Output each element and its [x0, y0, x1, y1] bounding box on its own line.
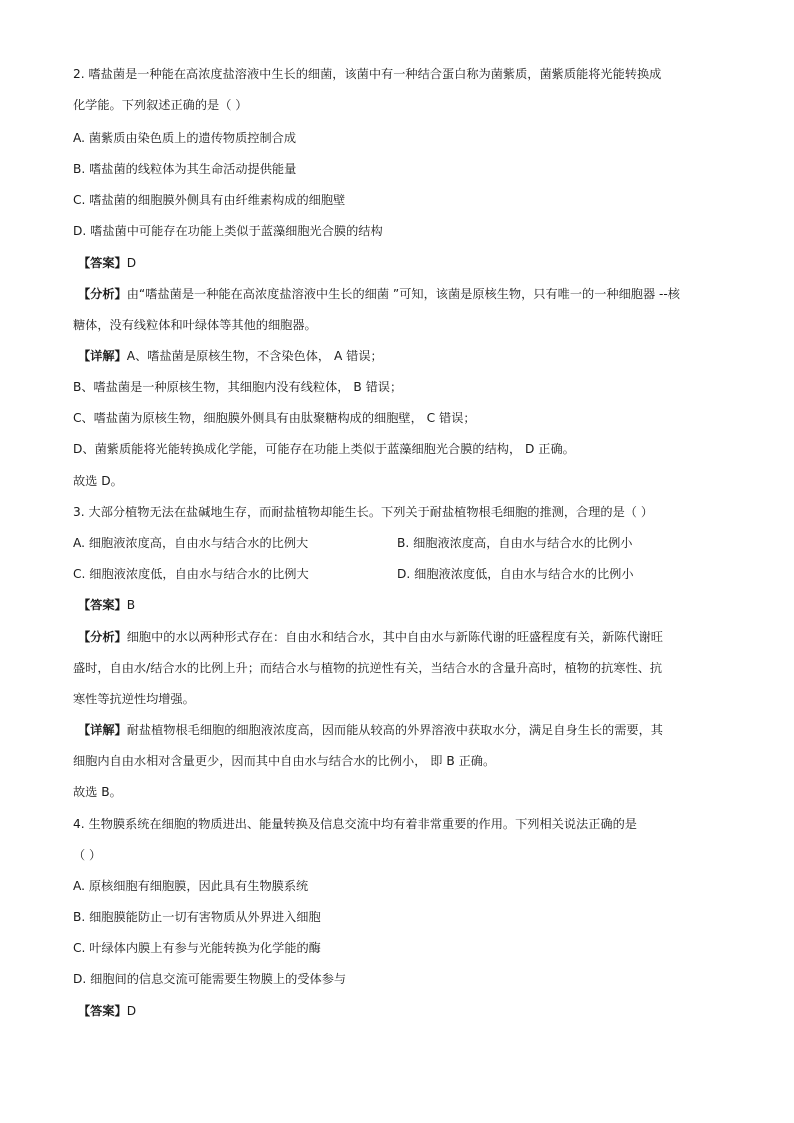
q2-detail-line2: B、嗜盐菌是一种原核生物，其细胞内没有线粒体， B 错误； — [73, 380, 403, 394]
q2-answer-value: D — [126, 256, 137, 270]
q3-conclusion: 故选 B。 — [73, 785, 122, 799]
q4-stem-line1: 4. 生物膜系统在细胞的物质进出、能量转换及信息交流中均有着非常重要的作用。下列相关说法正确的是 — [73, 817, 637, 831]
q2-option-a: A. 菌紫质由染色质上的遗传物质控制合成 — [73, 131, 297, 145]
q3-answer — [78, 599, 135, 611]
q3-option-row2 — [73, 568, 309, 580]
q3-detail-line1 — [78, 724, 663, 736]
answer-tag: 【答案】 — [78, 1004, 127, 1018]
analysis-tag: 【分析】 — [78, 287, 127, 301]
q2-answer — [78, 257, 136, 269]
q2-detail-text1: A、嗜盐菌是原核生物，不含染色体， A 错误； — [126, 349, 383, 363]
detail-tag: 【详解】 — [78, 349, 127, 363]
q4-answer — [78, 1005, 136, 1017]
q3-option-row1 — [73, 537, 308, 549]
q2-option-b: B. 嗜盐菌的线粒体为其生命活动提供能量 — [73, 162, 297, 176]
q2-conclusion: 故选 D。 — [73, 474, 123, 488]
q4-stem-line2: （ ） — [73, 848, 102, 862]
q2-stem-line2: 化学能。下列叙述正确的是（ ） — [73, 98, 248, 112]
q3-option-a: A. 细胞液浓度高，自由水与结合水的比例大 — [73, 536, 309, 550]
q4-option-c: C. 叶绿体内膜上有参与光能转换为化学能的酶 — [73, 941, 321, 955]
q4-option-d: D. 细胞间的信息交流可能需要生物膜上的受体参与 — [73, 972, 347, 986]
q4-answer-value: D — [126, 1004, 137, 1018]
detail-tag: 【详解】 — [78, 723, 127, 737]
answer-tag: 【答案】 — [78, 598, 127, 612]
q3-analysis-line1 — [78, 631, 663, 643]
answer-tag: 【答案】 — [78, 256, 127, 270]
q4-option-b: B. 细胞膜能防止一切有害物质从外界进入细胞 — [73, 910, 321, 924]
q3-option-c: C. 细胞液浓度低，自由水与结合水的比例大 — [73, 567, 309, 581]
q2-analysis-text1: 由“嗜盐菌是一种能在高浓度盐溶液中生长的细菌 ”可知，该菌是原核生物，只有唯一的一种细胞器 --核 — [126, 287, 680, 301]
q2-detail-line4: D、菌紫质能将光能转换成化学能，可能存在功能上类似于蓝藻细胞光合膜的结构， D 正确。 — [73, 442, 575, 456]
q3-analysis-line2: 盛时，自由水/结合水的比例上升；而结合水与植物的抗逆性有关，当结合水的含量升高时，植物的抗寒性、抗 — [73, 661, 663, 675]
q3-analysis-text1: 细胞中的水以两种形式存在：自由水和结合水，其中自由水与新陈代谢的旺盛程度有关，新陈代谢旺 — [126, 630, 663, 644]
q3-option-b: B. 细胞液浓度高，自由水与结合水的比例小 — [397, 536, 633, 550]
q2-option-d: D. 嗜盐菌中可能存在功能上类似于蓝藻细胞光合膜的结构 — [73, 224, 383, 238]
q3-detail-line2: 细胞内自由水相对含量更少，因而其中自由水与结合水的比例小， 即 B 正确。 — [73, 754, 496, 768]
q2-analysis-line2: 糖体，没有线粒体和叶绿体等其他的细胞器。 — [73, 318, 317, 332]
analysis-tag: 【分析】 — [78, 630, 127, 644]
q3-analysis-line3: 寒性等抗逆性均增强。 — [73, 692, 195, 706]
q2-option-c: C. 嗜盐菌的细胞膜外侧具有由纤维素构成的细胞壁 — [73, 193, 346, 207]
q4-option-a: A. 原核细胞有细胞膜，因此具有生物膜系统 — [73, 879, 309, 893]
q2-detail-line3: C、嗜盐菌为原核生物，细胞膜外侧具有由肽聚糖构成的细胞壁， C 错误； — [73, 411, 476, 425]
q2-detail-line1 — [78, 350, 383, 362]
q3-detail-text1: 耐盐植物根毛细胞的细胞液浓度高，因而能从较高的外界溶液中获取水分，满足自身生长的需要，其 — [126, 723, 663, 737]
q3-option-d: D. 细胞液浓度低，自由水与结合水的比例小 — [397, 567, 634, 581]
q3-stem-line1: 3. 大部分植物无法在盐碱地生存，而耐盐植物却能生长。下列关于耐盐植物根毛细胞的推测，合理的是（ ） — [73, 505, 654, 519]
q2-stem-line1: 2. 嗜盐菌是一种能在高浓度盐溶液中生长的细菌，该菌中有一种结合蛋白称为菌紫质，菌紫质能将光能转换成 — [73, 67, 662, 81]
q2-analysis-line1 — [78, 288, 680, 300]
q3-answer-value: B — [126, 598, 136, 612]
